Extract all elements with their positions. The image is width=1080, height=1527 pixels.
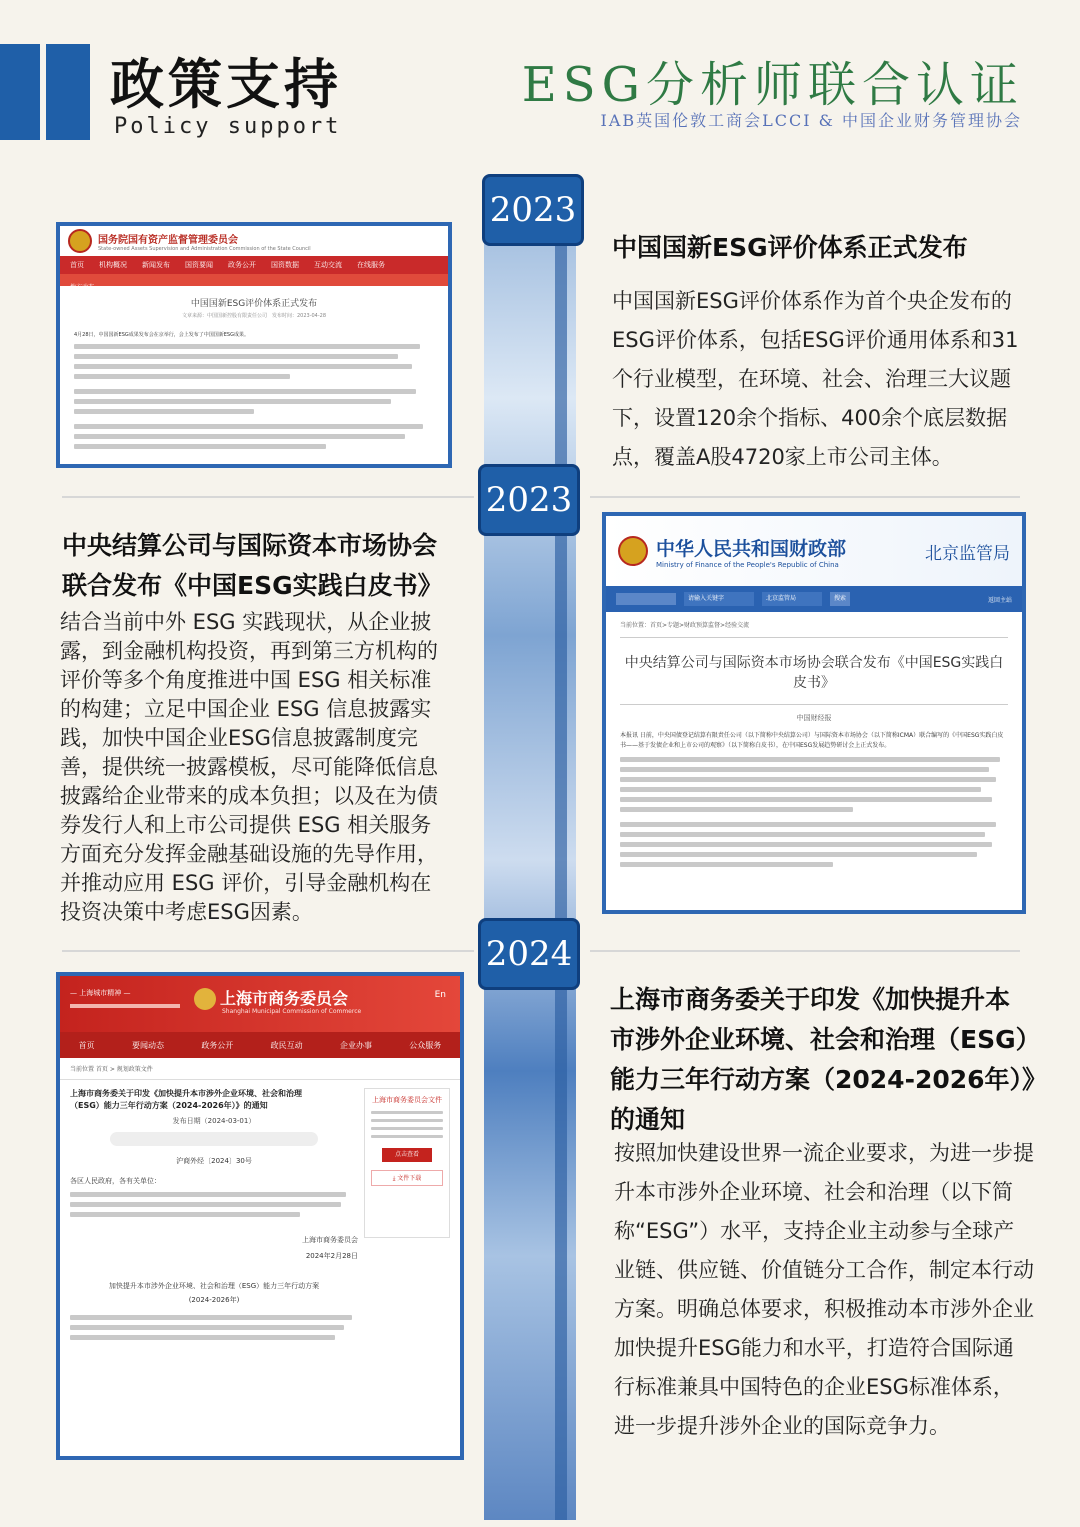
heading-line: 的通知 — [610, 1105, 686, 1134]
search-scope-select[interactable] — [616, 593, 676, 605]
nav-item[interactable]: 地方动态 — [70, 284, 95, 291]
nav-item[interactable]: 要闻动态 — [131, 1040, 164, 1050]
download-link[interactable] — [371, 1170, 443, 1186]
news-screenshot-sasac — [56, 222, 452, 468]
section-divider — [590, 950, 1020, 952]
heading-line: 上海市商务委关于印发《加快提升本 — [610, 985, 1011, 1014]
section-body: 中国国新ESG评价体系作为首个央企发布的ESG评价体系，包括ESG评价通用体系和31个行业模型，在环境、社会、治理三大议题下，设置120余个指标、400余个底层数据点，覆盖A股4720家上市公司主体。 — [612, 289, 1019, 469]
article-title: 中央结算公司与国际资本市场协会联合发布《中国ESG实践白皮书》 — [624, 655, 1004, 691]
document-number: 沪商外经〔2024〕30号 — [176, 1157, 252, 1165]
section-body: 按照加快建设世界一流企业要求，为进一步提升本市涉外企业环境、社会和治理（以下简称“ESG”）水平，支持企业主动参与全球产业链、供应链、价值链分工合作，制定本行动方案。明确总体要求，积极推动本市涉外企业加快提升ESG能力和水平，打造符合国际通行标准兼具中国特色的企业ESG标准体系，进一步提升涉外企业的国际竞争力。 — [614, 1141, 1034, 1438]
mof-bureau: 北京监管局 — [925, 543, 1010, 564]
heading-line: 中央结算公司与国际资本市场协会 — [62, 531, 438, 560]
nav-item[interactable]: 政务公开 — [201, 1040, 234, 1050]
article-lead: 4月28日，中国国新ESG成果发布会在京举行，会上发布了中国国新ESG成果。 — [74, 332, 249, 338]
sh-nav — [60, 1032, 460, 1058]
header-accent-bar — [0, 44, 40, 140]
article-title: 中国国新ESG评价体系正式发布 — [190, 299, 318, 309]
nav-item[interactable]: 政务公开 — [228, 261, 256, 269]
mof-article — [606, 612, 1022, 880]
article-title: 上海市商务委关于印发《加快提升本市涉外企业环境、社会和治理 — [70, 1089, 302, 1098]
plan-years: (2024-2026年) — [188, 1296, 240, 1304]
heading-line: 联合发布《中国ESG实践白皮书》 — [62, 571, 443, 600]
side-title: 上海市商务委员会文件 — [372, 1096, 442, 1104]
sh-header — [60, 976, 460, 1032]
header-accent-bar-2 — [46, 44, 90, 140]
year-badge-2023-b: 2023 — [478, 464, 580, 536]
heading-line: 能力三年行动方案（2024-2026年）》 — [610, 1065, 1048, 1094]
section-divider — [62, 496, 474, 498]
national-emblem-icon — [618, 536, 648, 566]
sasac-article — [60, 286, 448, 464]
nav-item[interactable]: 政民互动 — [270, 1040, 303, 1050]
article-meta: 文章来源：中国国新控股有限责任公司 发布时间：2023-04-28 — [181, 313, 327, 319]
section-body: 结合当前中外 ESG 实践现状，从企业披露，到金融机构投资，再到第三方机构的评价等多个角度推进中国 ESG 相关标准的构建；立足中国企业 ESG 信息披露实践，加快中国企业ESG信息披露制度完善，提供统一披露模板，尽可能降低信息披露给企业带来的成本负担；以及在为债券发行人和上市公司提供 ESG 相关服务方面充分发挥金融基础设施的先导作用，并推动应用 ESG 评价，引导金融机构在投资决策中考虑ESG因素。 — [60, 610, 438, 924]
section-divider — [590, 496, 1020, 498]
section-heading: 中国国新ESG评价体系正式发布 — [612, 233, 968, 262]
sh-emblem-icon — [194, 988, 216, 1010]
publish-date: 发布日期（2024-03-01） — [172, 1117, 256, 1125]
breadcrumb: 当前位置：首页>专题>财政预算监督>经验交流 — [620, 622, 750, 629]
timeline-spine-core — [555, 200, 567, 1520]
brand-subtitle: IAB英国伦敦工商会LCCI & 中国企业财务管理协会 — [600, 111, 1022, 130]
brand-title: ESG分析师联合认证 — [521, 57, 1024, 113]
news-screenshot-mof — [602, 512, 1026, 914]
nav-item[interactable]: 新闻发布 — [142, 261, 170, 269]
addressee: 各区人民政府，各有关单位： — [70, 1177, 161, 1185]
sh-article — [60, 1080, 460, 1353]
mof-org-name: 中华人民共和国财政部 — [656, 537, 847, 560]
nav-item[interactable]: 国资数据 — [271, 261, 299, 269]
back-link[interactable]: 返回主站 — [987, 596, 1012, 604]
heading-line: 市涉外企业环境、社会和治理（ESG） — [610, 1025, 1041, 1054]
download-label: 文件下载 — [397, 1175, 422, 1182]
sasac-header — [60, 226, 448, 256]
year-badge-2023-a: 2023 — [482, 174, 584, 246]
signer: 上海市商务委员会 — [302, 1236, 358, 1244]
mof-org-en: Ministry of Finance of the People's Republic of China — [656, 560, 839, 569]
breadcrumb: 当前位置 首页 > 规划政策文件 — [60, 1058, 460, 1080]
article-source: 中国财经报 — [796, 714, 832, 722]
sh-side-panel — [364, 1088, 450, 1238]
section-heading — [610, 980, 1050, 1140]
nav-item[interactable]: 在线服务 — [357, 261, 385, 269]
plan-title: 加快提升本市涉外企业环境、社会和治理（ESG）能力三年行动方案 — [108, 1282, 320, 1290]
sasac-nav — [60, 256, 448, 274]
language-switch[interactable]: En — [434, 990, 446, 1000]
nav-item[interactable]: 机构概况 — [99, 261, 127, 269]
audio-player[interactable] — [110, 1132, 318, 1146]
nav-item[interactable]: 国资要闻 — [185, 261, 213, 269]
search-scope[interactable]: 北京监管局 — [762, 592, 822, 606]
year-badge-2024: 2024 — [478, 918, 580, 990]
nav-item[interactable]: 互动交流 — [314, 261, 342, 269]
sh-org-name: 上海市商务委员会 — [220, 989, 349, 1008]
sasac-org-en: State-owned Assets Supervision and Administration Commission of the State Council — [98, 245, 311, 252]
article-title: （ESG）能力三年行动方案（2024-2026年）》的通知 — [70, 1101, 268, 1110]
sign-date: 2024年2月28日 — [305, 1252, 358, 1260]
mof-search-bar — [606, 586, 1022, 612]
sasac-subnav — [60, 274, 448, 291]
section-divider — [62, 950, 474, 952]
search-input[interactable]: 请输入关键字 — [684, 592, 754, 606]
section-heading — [62, 526, 482, 606]
mof-header — [606, 516, 1022, 586]
page-title: 政策支持 — [110, 53, 342, 116]
view-button[interactable]: 点击查看 — [382, 1148, 432, 1162]
nav-item[interactable]: 首页 — [70, 261, 84, 269]
sasac-org-name: 国务院国有资产监督管理委员会 — [98, 234, 238, 246]
sh-org-en: Shanghai Municipal Commission of Commerce — [222, 1008, 362, 1015]
news-screenshot-shanghai — [56, 972, 464, 1460]
page-subtitle: Policy support — [114, 114, 342, 139]
search-button[interactable]: 搜索 — [830, 592, 850, 606]
nav-item[interactable]: 首页 — [78, 1040, 95, 1050]
nav-item[interactable]: 企业办事 — [339, 1040, 372, 1050]
national-emblem-icon — [68, 229, 92, 253]
nav-item[interactable]: 公众服务 — [409, 1040, 442, 1050]
download-icon: ⤓ — [392, 1175, 396, 1182]
sh-top-link[interactable]: — 上海城市精神 — — [70, 989, 131, 997]
article-lead: 本报讯 日前，中央国债登记结算有限责任公司（以下简称中央结算公司）与国际资本市场协会（以下简称ICMA）联合编写的《中国ESG实践白皮书——基于发债企业和上市公司的观察》（以下简称白皮书），在中国ESG发展趋势研讨会上正式发布。 — [620, 732, 1004, 749]
